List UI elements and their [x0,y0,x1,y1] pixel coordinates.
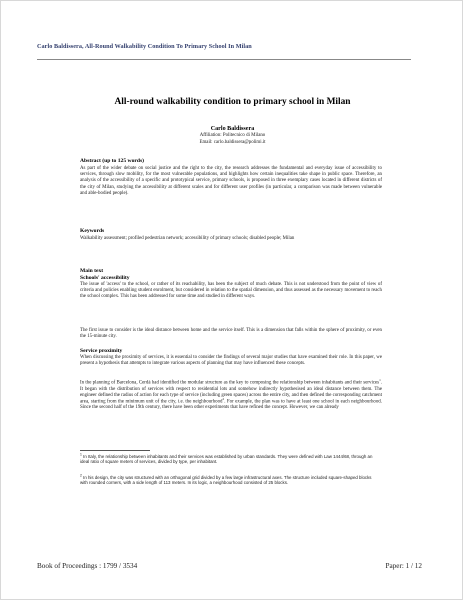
footnote-divider [80,450,150,451]
keywords-heading: Keywords [80,228,105,234]
paper-title: All-round walkability condition to primary school in Milan [114,97,351,107]
abstract-heading: Abstract (up to 125 words) [80,158,145,164]
author-email: Email: carlo.baldissera@polimi.it [199,140,266,145]
footnote-2-text: In his design, the city was structured with an orthogonal grid divided by a few large infrastructural axes. The structure included square-shaped blocks with rounded corners, with a side length of 113 meters. In its logic, a neighbourhood consisted of 25 blocks. [80,475,372,486]
footnote-2 [80,475,380,486]
schools-paragraph-1: The issue of 'access' to the school, or rather of its reachability, has been the subject of much debate. This is not understood from the point of view of criteria and policies enabling student enrolment, but considered in relation to the spatial dimension, and thus assessed as the necessary movement to reach the school complex. This has been addressed for some time and studied in different ways. [80,282,382,299]
proximity-paragraph-1: When discussing the proximity of services, it is essential to consider the findings of several major studies that have examined their role. In this paper, we present a hypothesis that attempts to integrate various aspects of planning that may have influenced these concepts. [80,355,382,366]
footnote-1-number: 1 [80,452,82,457]
abstract-text: As part of the wider debate on social justice and the right to the city, the research addresses the fundamental and everyday issue of accessibility to services, through slow mobility, for the most vulnerable populations, and highlights how certain inequalities take shape in public space. Therefore, an analysis of the accessibility of a specific and prototypical service, primary schools, is proposed in three exemplary cases located in different districts of the city of Milan, studying the accessibility at different scales and for different user profiles (in particular, a comparison was made between vulnerable and able-bodied people). [80,166,382,196]
schools-accessibility-heading: Schools' accessibility [80,275,130,281]
footnote-ref-1[interactable]: 1 [379,378,381,382]
author-name: Carlo Baldissera [210,126,255,132]
running-header: Carlo Baldissera, All-Round Walkability Condition To Primary School In Milan [37,43,252,50]
paper-page-counter: Paper: 1 / 12 [385,562,422,570]
proximity-text-part-a: In the planning of Barcelona, Cerdà had identified the modular structure as the key to composing the relationship between inhabitants and their services [80,380,380,386]
footnote-1-text: In Italy, the relationship between inhabitants and their services was established by urban standards. They were defined with Law 1444/68, through an ideal ratio of square meters of services, divided by type, per inhabitant. [80,454,373,465]
proceedings-page-counter: Book of Proceedings : 1799 / 3534 [37,562,138,570]
proximity-text-part-b: . It began with the distribution of services with respect to residential lots and somehow indirectly hypothesised an ideal distance between them. The engineer defined the radius of action for each type of service (including green spaces) across the entire city, and then defined the corresponding catchment area, starting from the minimum unit of the city, i.e. the neighbourhood [80,380,382,405]
author-affiliation: Affiliation: Politecnico di Milano [199,133,266,138]
service-proximity-heading: Service proximity [80,348,123,354]
schools-paragraph-2: The first issue to consider is the ideal distance between home and the service itself. This is a dimension that falls within the sphere of proximity, or even the 15-minute city. [80,328,382,339]
main-text-heading: Main text [80,268,104,274]
keywords-text: Walkability assessment; profiled pedestrian network; accessibility of primary schools; disabled people; Milan [80,236,295,241]
proximity-paragraph-2 [80,380,382,411]
header-divider [37,59,411,60]
footnote-ref-2[interactable]: 2 [222,396,225,401]
footnote-1 [80,454,380,465]
proximity-text-part-c: . For example, the plan was to have at least one school in each neighbourhood. Since the second half of the 19th century, there have been other experiments that have refined the concept. However, we can already [80,399,382,411]
footnote-2-number: 2 [80,473,82,478]
